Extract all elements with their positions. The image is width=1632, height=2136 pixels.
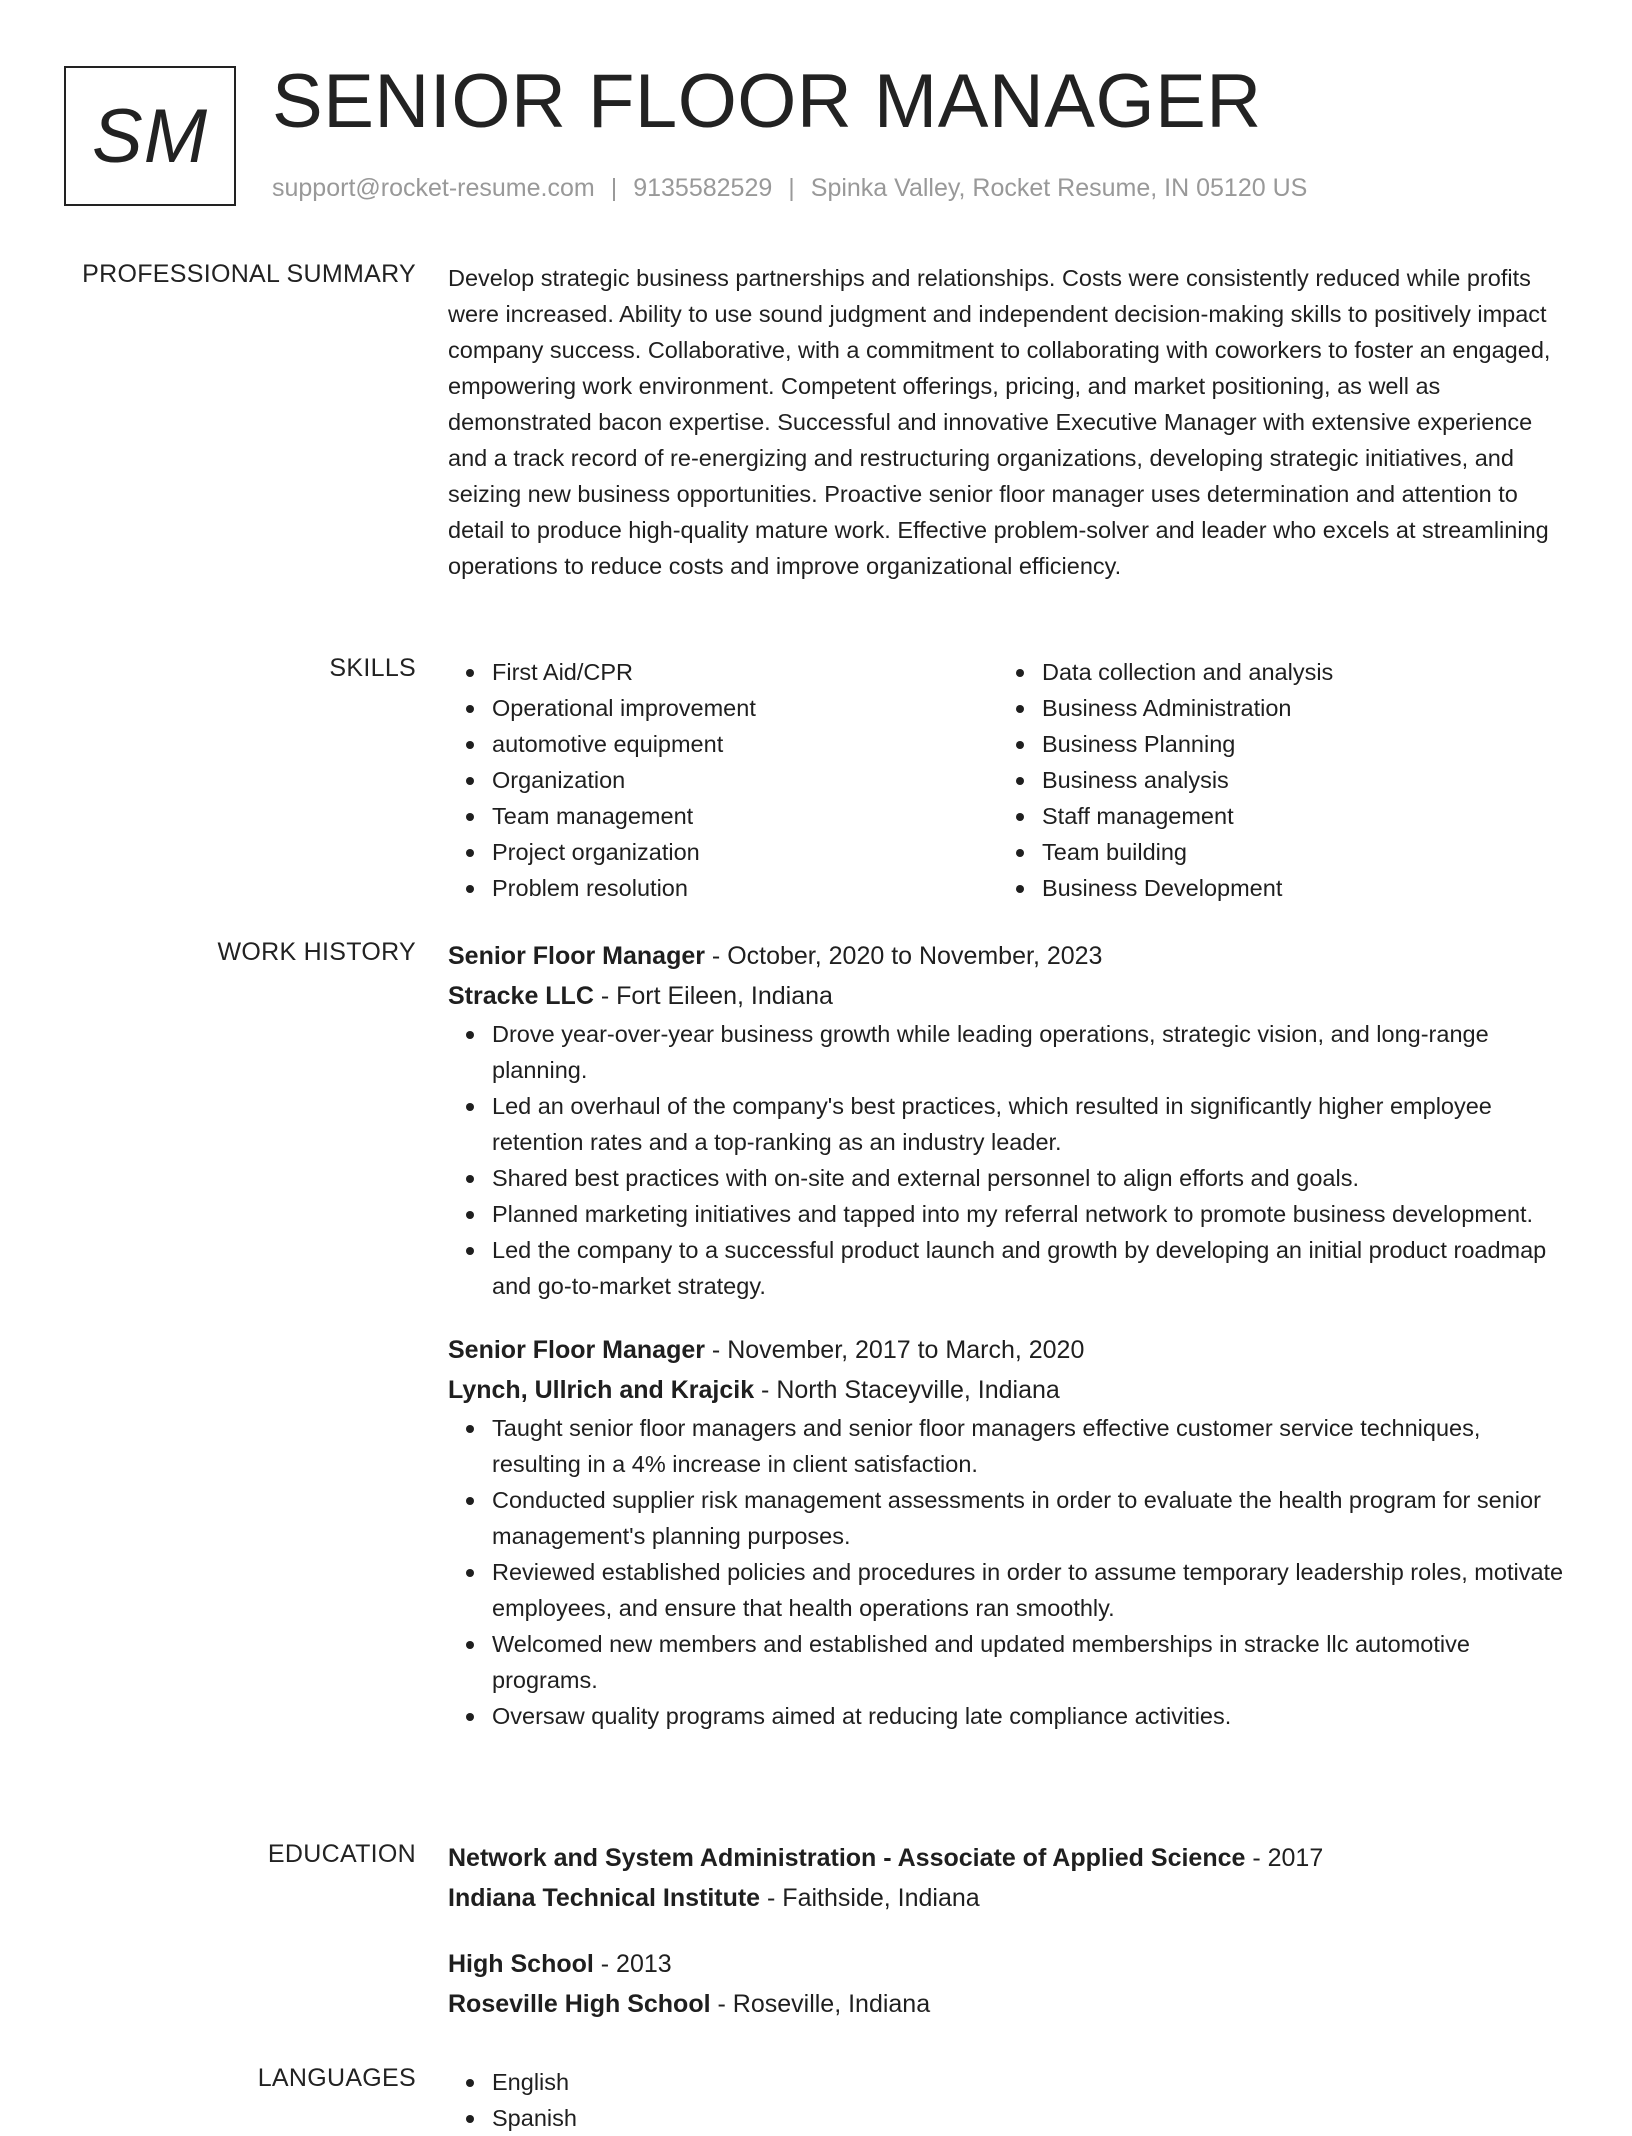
job-bullet: Reviewed established policies and procedures in order to assume temporary leadership roles, motivate employees, and ensure that health operations ran smoothly. — [448, 1554, 1564, 1626]
skill-item: Project organization — [448, 834, 998, 870]
job-location: - North Staceyville, Indiana — [754, 1376, 1060, 1404]
contact-phone[interactable]: 9135582529 — [633, 174, 773, 202]
job-title: Senior Floor Manager — [448, 1336, 705, 1364]
skills-body — [448, 654, 1564, 906]
job-bullet: Led the company to a successful product launch and growth by developing an initial product roadmap and go-to-market strategy. — [448, 1232, 1564, 1304]
skills-list-right — [998, 654, 1548, 906]
work-body — [448, 936, 1564, 1760]
skill-item: Operational improvement — [448, 690, 998, 726]
job-title: Senior Floor Manager — [448, 942, 705, 970]
education-location: - Faithside, Indiana — [760, 1884, 980, 1912]
education-degree-line — [448, 1944, 1564, 1984]
skill-item: Team management — [448, 798, 998, 834]
education-degree: High School — [448, 1950, 594, 1978]
skill-item: Business Administration — [998, 690, 1548, 726]
job-bullet: Led an overhaul of the company's best practices, which resulted in significantly higher employee retention rates and a top-ranking as an industry leader. — [448, 1088, 1564, 1160]
skill-item: Business analysis — [998, 762, 1548, 798]
contact-line — [272, 174, 1307, 203]
job-company-line — [448, 1370, 1564, 1410]
resume-title: SENIOR FLOOR MANAGER — [272, 59, 1262, 144]
contact-address: Spinka Valley, Rocket Resume, IN 05120 US — [810, 174, 1308, 202]
contact-separator: | — [788, 174, 795, 202]
job-entry — [448, 936, 1564, 1304]
skill-item: Business Development — [998, 870, 1548, 906]
job-title-line — [448, 1330, 1564, 1370]
job-bullet: Oversaw quality programs aimed at reducing late compliance activities. — [448, 1698, 1564, 1734]
education-school-line — [448, 1878, 1564, 1918]
job-bullet: Conducted supplier risk management assessments in order to evaluate the health program for senior management's planning purposes. — [448, 1482, 1564, 1554]
languages-list — [448, 2064, 1564, 2136]
job-dates: - October, 2020 to November, 2023 — [704, 942, 1103, 970]
job-company: Lynch, Ullrich and Krajcik — [448, 1376, 755, 1404]
skill-item: automotive equipment — [448, 726, 998, 762]
education-year: - 2013 — [593, 1950, 672, 1978]
skill-item: Problem resolution — [448, 870, 998, 906]
education-body — [448, 1838, 1564, 2050]
skill-item: Business Planning — [998, 726, 1548, 762]
contact-separator: | — [610, 174, 618, 202]
education-entry — [448, 1944, 1564, 2024]
section-label-languages: LANGUAGES — [257, 2064, 416, 2092]
education-degree-line — [448, 1838, 1564, 1878]
skill-item: Data collection and analysis — [998, 654, 1548, 690]
job-company: Stracke LLC — [448, 982, 594, 1010]
skills-list-left — [448, 654, 998, 906]
monogram-logo: SM — [64, 66, 236, 206]
education-degree: Network and System Administration - Associate of Applied Science — [448, 1844, 1246, 1872]
job-location: - Fort Eileen, Indiana — [593, 982, 833, 1010]
summary-text: Develop strategic business partnerships and relationships. Costs were consistently reduced while profits were increased. Ability to use sound judgment and independent decision-making skills to positively impact company success. Collaborative, with a commitment to collaborating with coworkers to foster an engaged, empowering work environment. Competent offerings, pricing, and market positioning, as well as demonstrated bacon expertise. Successful and innovative Executive Manager with extensive experience and a track record of re-energizing and restructuring organizations, developing strategic initiatives, and seizing new business opportunities. Proactive senior floor manager uses determination and attention to detail to produce high-quality mature work. Effective problem-solver and leader who excels at streamlining operations to reduce costs and improve organizational efficiency. — [448, 265, 1551, 579]
education-location: - Roseville, Indiana — [710, 1990, 931, 2018]
skill-item: Organization — [448, 762, 998, 798]
education-entry — [448, 1838, 1564, 1918]
language-item: English — [448, 2064, 1564, 2100]
job-bullet: Taught senior floor managers and senior floor managers effective customer service techniques, resulting in a 4% increase in client satisfaction. — [448, 1410, 1564, 1482]
section-label-skills: SKILLS — [329, 654, 416, 682]
language-item: Spanish — [448, 2100, 1564, 2136]
job-bullet: Welcomed new members and established and updated memberships in stracke llc automotive programs. — [448, 1626, 1564, 1698]
job-entry — [448, 1330, 1564, 1734]
section-label-work: WORK HISTORY — [217, 938, 416, 966]
contact-email[interactable]: support@rocket-resume.com — [272, 174, 595, 202]
section-label-summary: PROFESSIONAL SUMMARY — [82, 260, 416, 288]
languages-body — [448, 2064, 1564, 2136]
education-year: - 2017 — [1245, 1844, 1324, 1872]
job-company-line — [448, 976, 1564, 1016]
job-bullet: Shared best practices with on-site and external personnel to align efforts and goals. — [448, 1160, 1564, 1196]
job-title-line — [448, 936, 1564, 976]
education-school: Indiana Technical Institute — [448, 1884, 761, 1912]
job-bullets — [448, 1410, 1564, 1734]
job-bullets — [448, 1016, 1564, 1304]
education-school: Roseville High School — [448, 1990, 711, 2018]
skill-item: First Aid/CPR — [448, 654, 998, 690]
job-bullet: Drove year-over-year business growth while leading operations, strategic vision, and long-range planning. — [448, 1016, 1564, 1088]
resume-header — [64, 59, 1564, 216]
section-label-education: EDUCATION — [267, 1840, 416, 1868]
skill-item: Team building — [998, 834, 1548, 870]
education-school-line — [448, 1984, 1564, 2024]
job-bullet: Planned marketing initiatives and tapped into my referral network to promote business development. — [448, 1196, 1564, 1232]
skill-item: Staff management — [998, 798, 1548, 834]
job-dates: - November, 2017 to March, 2020 — [704, 1336, 1085, 1364]
summary-body — [448, 260, 1564, 584]
